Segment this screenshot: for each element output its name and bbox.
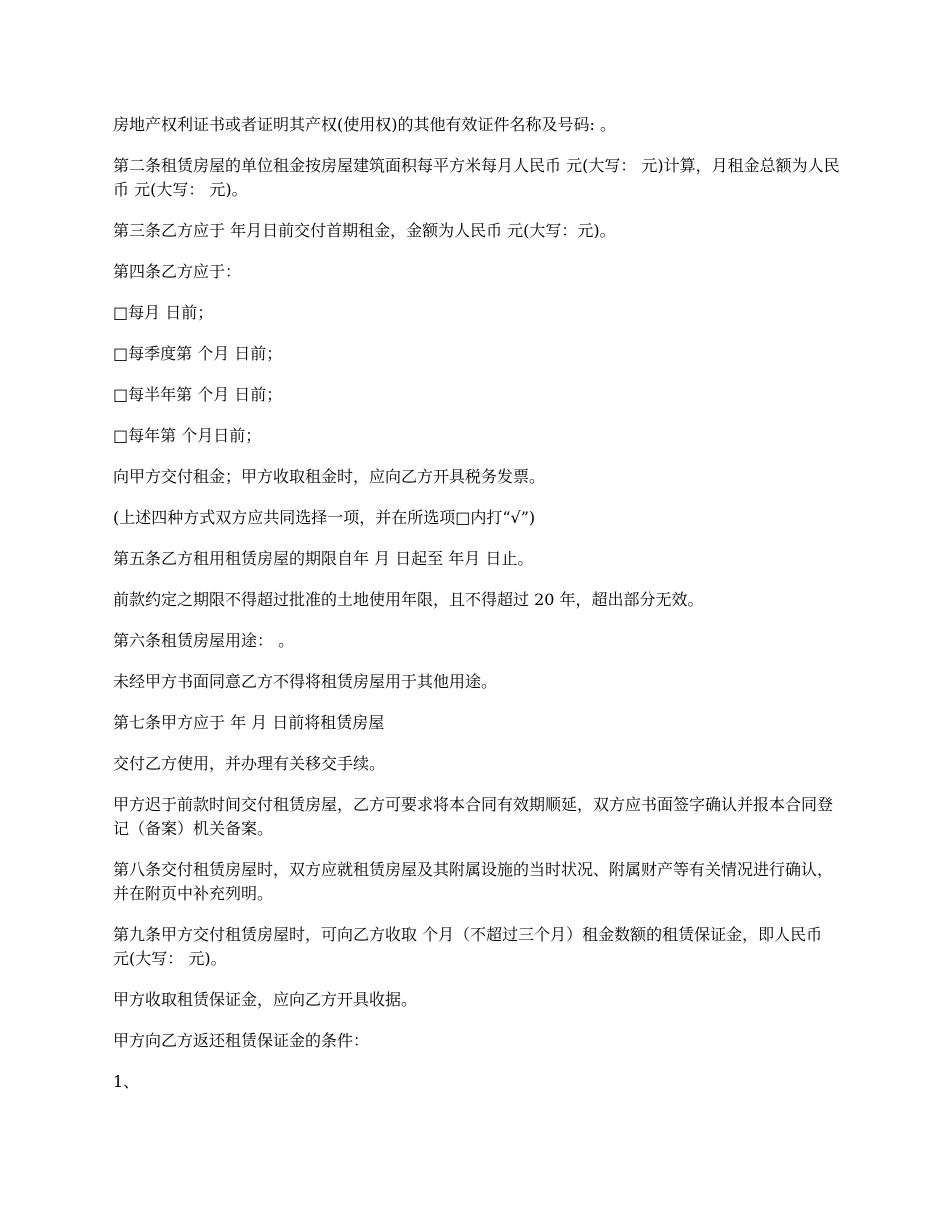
document-page	[113, 113, 843, 1111]
option-annual: □每年第 个月日前；	[113, 426, 262, 445]
paragraph-article-9-deposit: 第九条甲方交付租赁房屋时，可向乙方收取 个月（不超过三个月）租金数额的租赁保证金，即人民币 元(大写： 元)。	[113, 925, 823, 968]
paragraph-property-certificate: 房地产权利证书或者证明其产权(使用权)的其他有效证件名称及号码: 。	[113, 115, 616, 134]
paragraph-article-5-term: 第五条乙方租用租赁房屋的期限自年 月 日起至 年月 日止。	[113, 549, 534, 568]
paragraph-usage-restriction: 未经甲方书面同意乙方不得将租赁房屋用于其他用途。	[113, 672, 498, 691]
paragraph-article-2-unit-rent: 第二条租赁房屋的单位租金按房屋建筑面积每平方米每月人民币 元(大写： 元)计算，月租金总额为人民币 元(大写： 元)。	[113, 156, 840, 199]
paragraph-term-limit: 前款约定之期限不得超过批准的土地使用年限，且不得超过 20 年，超出部分无效。	[113, 590, 704, 609]
paragraph-deposit-return-conditions: 甲方向乙方返还租赁保证金的条件：	[113, 1031, 370, 1050]
option-monthly: □每月 日前；	[113, 303, 214, 322]
option-semiannual: □每半年第 个月 日前；	[113, 385, 283, 404]
option-quarterly: □每季度第 个月 日前；	[113, 344, 283, 363]
paragraph-article-3-first-rent: 第三条乙方应于 年月日前交付首期租金，金额为人民币 元(大写：元)。	[113, 221, 616, 240]
paragraph-article-7-delivery: 第七条甲方应于 年 月 日前将租赁房屋	[113, 713, 385, 732]
paragraph-article-4-payment-intro: 第四条乙方应于：	[113, 262, 242, 281]
list-item-1: 1、	[113, 1072, 140, 1091]
paragraph-article-8-condition: 第八条交付租赁房屋时，双方应就租赁房屋及其附属设施的当时状况、附属财产等有关情况进行确认，并在附页中补充列明。	[113, 860, 834, 903]
paragraph-article-6-usage: 第六条租赁房屋用途： 。	[113, 631, 295, 650]
paragraph-deposit-receipt: 甲方收取租赁保证金，应向乙方开具收据。	[113, 990, 418, 1009]
paragraph-late-delivery: 甲方迟于前款时间交付租赁房屋，乙方可要求将本合同有效期顺延，双方应书面签字确认并报本合同登记（备案）机关备案。	[113, 795, 834, 838]
paragraph-choose-option-note: (上述四种方式双方应共同选择一项，并在所选项□内打“√”)	[113, 508, 536, 527]
paragraph-pay-rent-invoice: 向甲方交付租金；甲方收取租金时，应向乙方开具税务发票。	[113, 467, 546, 486]
paragraph-delivery-handover: 交付乙方使用，并办理有关移交手续。	[113, 754, 386, 773]
